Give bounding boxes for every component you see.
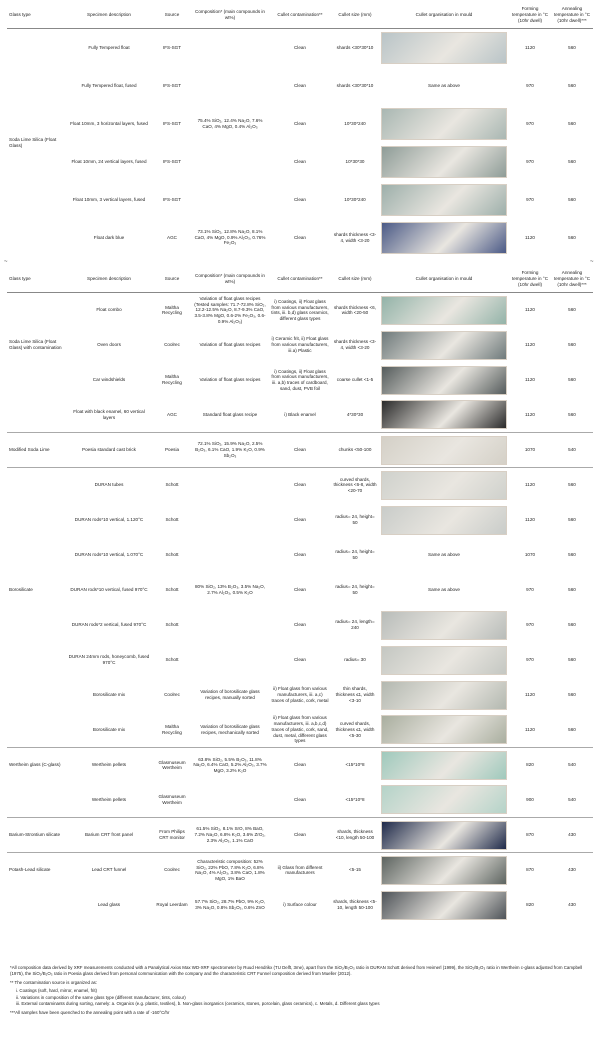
table-row	[7, 818, 593, 853]
annealing-temp-cell: 540	[568, 447, 576, 453]
glass-type-cell: Borosilicate	[9, 587, 33, 593]
header-source: Source	[153, 266, 191, 293]
glass-type-cell: Soda Lime Silica (Float Glass) with contamination	[9, 339, 62, 350]
composition-cell	[191, 181, 269, 219]
glass-type-cell: Wertheim glass (C-glass)	[9, 762, 61, 768]
source-cell: Schott	[165, 552, 179, 558]
source-cell: Maltha Recycling	[162, 374, 182, 385]
contamination-cell: i) Black enamel	[284, 411, 316, 417]
forming-temp-cell: 970	[526, 196, 534, 202]
source-cell: AGC	[167, 411, 177, 417]
size-cell: <5-15	[349, 867, 361, 873]
cullet-organisation-cell	[379, 678, 509, 713]
forming-temp-cell: 1070	[524, 552, 536, 558]
table-row	[7, 468, 593, 503]
composition-cell	[191, 29, 269, 67]
annealing-temp-cell: 560	[568, 44, 576, 50]
table-row	[7, 643, 593, 678]
cullet-photo	[381, 821, 507, 850]
cullet-photo	[381, 222, 507, 254]
size-cell: 10*30*240	[344, 120, 366, 126]
table-row	[7, 328, 593, 363]
composition-cell	[191, 608, 269, 643]
composition-cell: Characteristic composition: 52% SiO₂, 22% PbO, 7.8% K₂O, 6.8% Na₂O, 4% Al₂O₃, 3.8% CaO, 1.8% MgO, 1% BaO	[195, 858, 265, 881]
header-size: Cullet size (mm)	[331, 2, 379, 29]
size-cell: 4*30*30	[346, 411, 364, 417]
forming-temp-cell: 1120	[525, 411, 535, 417]
glass-type-cell	[7, 643, 65, 678]
cullet-organisation-cell	[379, 293, 509, 328]
contamination-cell: Clean	[293, 44, 306, 50]
footnote-contamination-iii: iii. External contaminants during sorting, namely: a. Organics (e.g. plastic, textiles), b. Non-glass inorganics (ceramics, stones, porcelain, glass ceramics), c. Metals, d. Different glass types	[16, 1000, 380, 1006]
contamination-cell: Clean	[293, 196, 306, 202]
glass-type-cell	[7, 363, 65, 398]
annealing-temp-cell: 430	[568, 902, 576, 908]
contamination-cell: Clean	[293, 82, 306, 88]
cullet-organisation-cell: Same as above	[428, 82, 460, 88]
size-cell: shards, thickness <10, length 50-100	[335, 829, 375, 840]
glass-type-cell	[7, 608, 65, 643]
table-row	[7, 713, 593, 748]
table-row	[7, 181, 593, 219]
forming-temp-cell: 900	[526, 796, 534, 802]
source-cell: From Philips CRT monitor	[159, 829, 185, 840]
glass-type-cell: Soda Lime Silica (Float Glass)	[9, 137, 57, 148]
contamination-cell: i) Coatings, ii) Float glass from various manufacturers, iii. a,b) traces of cardboard, sand, dust, PVB foil	[271, 368, 329, 391]
cullet-photo	[381, 184, 507, 216]
composition-cell: Standard float glass recipe	[202, 411, 258, 417]
composition-cell	[191, 643, 269, 678]
cullet-photo	[381, 146, 507, 178]
composition-cell	[191, 783, 269, 818]
size-cell: <15*10*8	[345, 796, 365, 802]
source-cell: Maltha Recycling	[162, 724, 182, 735]
composition-cell: Variation of float glass recipes	[199, 342, 261, 348]
annealing-temp-cell: 560	[568, 552, 576, 558]
contamination-cell: Clean	[293, 552, 306, 558]
cullet-photo	[381, 715, 507, 744]
table-row	[7, 398, 593, 433]
glass-type-cell	[7, 783, 65, 818]
annealing-temp-cell: 540	[568, 762, 576, 768]
header-annealing: Annealing temperature in °C (10hr dwell)***	[551, 266, 593, 293]
cullet-photo	[381, 891, 507, 920]
annealing-temp-cell: 540	[568, 796, 576, 802]
size-cell: shards, thickness <5-10, length 50-100	[333, 899, 377, 910]
cullet-organisation-cell: Same as above	[428, 552, 460, 558]
header-composition: Composition* (main compounds in wt%)	[191, 266, 269, 293]
composition-cell: 80% SiO₂, 13% B₂O₃, 3.5% Na₂O, 2.7% Al₂O₃, 0.5% K₂O	[194, 584, 266, 595]
cullet-organisation-cell	[379, 853, 509, 888]
table-row	[7, 538, 593, 573]
header-forming: Forming temperature in °C (10hr dwell)	[509, 266, 551, 293]
header-specimen: Specimen description	[65, 2, 153, 29]
cut-mark-right: ~	[590, 259, 594, 265]
contamination-cell: Clean	[293, 158, 306, 164]
size-cell: coarse cullet <1-5	[336, 377, 374, 383]
forming-temp-cell: 970	[526, 622, 534, 628]
table-row	[7, 888, 593, 923]
contamination-cell: Clean	[293, 762, 306, 768]
specimen-cell: DURAN rods*10 vertical, 1.120°C	[74, 517, 144, 523]
table-row	[7, 143, 593, 181]
size-cell: curved shards, thickness ≤1, width <5-30	[335, 721, 375, 738]
contamination-cell: Clean	[293, 796, 306, 802]
annealing-temp-cell: 560	[568, 726, 576, 732]
size-cell: 10*30*30	[345, 158, 365, 164]
composition-cell: 61.5% SiO₂, 8.1% SrO, 8% BaO, 7.2% Na₂O, 6.8% K₂O, 3.6% ZrO₂, 2.3% Al₂O₃, 1.1% CaO	[194, 826, 266, 843]
glass-type-cell	[7, 503, 65, 538]
size-cell: radius= 24, length= 240	[335, 619, 375, 630]
forming-temp-cell: 1120	[525, 726, 535, 732]
specimen-table-float	[7, 2, 593, 257]
header-organisation: Cullet organisation in mould	[379, 266, 509, 293]
cullet-organisation-cell	[379, 818, 509, 853]
annealing-temp-cell: 560	[568, 657, 576, 663]
source-cell: IFS-SGT	[162, 120, 182, 126]
specimen-cell: Lead CRT funnel	[91, 867, 127, 873]
forming-temp-cell: 970	[526, 158, 534, 164]
specimen-cell: Car windshields	[92, 377, 126, 383]
specimen-cell: Wertheim pellets	[91, 796, 127, 802]
forming-temp-cell: 1120	[525, 44, 535, 50]
annealing-temp-cell: 560	[568, 158, 576, 164]
composition-cell	[191, 468, 269, 503]
table-row	[7, 29, 593, 67]
annealing-temp-cell: 560	[568, 482, 576, 488]
specimen-cell: Wertheim pellets	[91, 762, 127, 768]
forming-temp-cell: 1120	[525, 307, 535, 313]
cut-mark-left: ~	[4, 259, 8, 265]
forming-temp-cell: 1120	[525, 517, 535, 523]
table-row	[7, 105, 593, 143]
cullet-photo	[381, 681, 507, 710]
specimen-cell: Float dark blue	[93, 234, 125, 240]
cullet-photo	[381, 471, 507, 500]
annealing-temp-cell: 560	[568, 377, 576, 383]
composition-cell	[191, 503, 269, 538]
annealing-temp-cell: 560	[568, 692, 576, 698]
footnote-contamination-title: ** The contamination source is organized as:	[10, 979, 98, 985]
contamination-cell: ii) Float glass from various manufacturers, iii. a,b,c,d) traces of plastic, cork, sand, dust, metal, different glass types	[271, 715, 329, 744]
specimen-cell: DURAN tubes	[94, 482, 124, 488]
source-cell: Royal Leerdam	[156, 902, 188, 908]
contamination-cell: i) Ceramic frit, ii) Float glass from various manufacturers, iii.a) Plastic	[271, 336, 329, 353]
cullet-photo	[381, 108, 507, 140]
source-cell: Schott	[165, 622, 179, 628]
cullet-organisation-cell: Same as above	[428, 587, 460, 593]
table-row	[7, 853, 593, 888]
contamination-cell: Clean	[293, 120, 306, 126]
size-cell: radius= 24, height= 50	[335, 514, 375, 525]
cullet-organisation-cell	[379, 398, 509, 433]
header-contamination: Cullet contamination**	[269, 2, 331, 29]
cullet-organisation-cell	[379, 181, 509, 219]
cullet-photo	[381, 296, 507, 325]
cullet-organisation-cell	[379, 29, 509, 67]
forming-temp-cell: 1120	[525, 377, 535, 383]
composition-cell: Variation of borosilicate glass recipes, mechanically sorted	[200, 724, 260, 735]
cullet-photo	[381, 785, 507, 814]
table-row	[7, 293, 593, 328]
source-cell: Glasmuseum Wertheim	[158, 759, 186, 771]
annealing-temp-cell: 560	[568, 517, 576, 523]
source-cell: Schott	[165, 517, 179, 523]
cullet-photo	[381, 436, 507, 465]
composition-cell: Variation of float glass recipes (Tested samples: 71.7-72.8% SiO₂, 12.2-12.5% Na₂O, 8.7-9.3% CaO, 3.5-3.8% MgO, 0.6-2% Fe₂O₃, 0.6-0.9% Al₂O₃)	[194, 295, 266, 324]
composition-cell: Variation of float glass recipes	[199, 377, 261, 383]
composition-cell	[191, 143, 269, 181]
size-cell: shards thickness <6, width <20-50	[333, 304, 376, 316]
specimen-cell: Float 10mm, 3 horizontal layers, fused	[70, 120, 148, 126]
annealing-temp-cell: 560	[568, 587, 576, 593]
forming-temp-cell: 970	[526, 587, 534, 593]
composition-cell: 72.1% SiO₂, 15.9% Na₂O, 2.5% B₂O₃, 6.1% CaO, 1.9% K₂O, 0.9% Sb₂O₃	[195, 441, 265, 458]
forming-temp-cell: 820	[526, 762, 534, 768]
table-row	[7, 67, 593, 105]
size-cell: shards <30*30*10	[336, 82, 374, 88]
table-row	[7, 748, 593, 783]
specimen-cell: Float combo	[96, 307, 122, 313]
size-cell: radius= 24, height= 50	[335, 549, 375, 560]
cullet-organisation-cell	[379, 219, 509, 257]
cullet-organisation-cell	[379, 468, 509, 503]
size-cell: curved shards, thickness <6-8, width <20-70	[333, 476, 377, 494]
table-row	[7, 363, 593, 398]
forming-temp-cell: 970	[526, 82, 534, 88]
composition-cell	[191, 67, 269, 105]
contamination-cell: Clean	[293, 482, 306, 488]
cullet-photo	[381, 751, 507, 780]
source-cell: Schott	[165, 657, 179, 663]
specimen-cell: Float with black enamel, 60 vertical layers	[73, 409, 145, 420]
glass-type-cell	[7, 713, 65, 748]
size-cell: 10*30*240	[344, 196, 366, 202]
source-cell: IFS-SGT	[162, 158, 182, 164]
forming-temp-cell: 1070	[524, 447, 536, 453]
contamination-cell: Clean	[293, 622, 306, 628]
contamination-cell: i) Surface colour	[283, 902, 317, 908]
forming-temp-cell: 1120	[525, 692, 535, 698]
cullet-organisation-cell	[379, 888, 509, 923]
size-cell: <15*10*8	[345, 762, 365, 768]
contamination-cell: Clean	[293, 832, 306, 838]
source-cell: Coolrec	[164, 692, 180, 698]
glass-type-cell	[7, 538, 65, 573]
annealing-temp-cell: 430	[568, 867, 576, 873]
cullet-photo	[381, 366, 507, 395]
cullet-organisation-cell	[379, 363, 509, 398]
source-cell: IFS-SGT	[162, 44, 182, 50]
table-row	[7, 608, 593, 643]
source-cell: Coolrec	[164, 867, 180, 873]
contamination-cell: Clean	[293, 447, 306, 453]
cullet-photo	[381, 32, 507, 64]
header-specimen: Specimen description	[65, 266, 153, 293]
size-cell: thin shards, thickness ≤1, width <3-10	[335, 686, 375, 703]
forming-temp-cell: 870	[526, 867, 534, 873]
cullet-organisation-cell	[379, 608, 509, 643]
specimen-cell: DURAN rods*10 vertical, fused 970°C	[70, 587, 148, 593]
glass-type-cell: Potash-Lead silicate	[9, 867, 51, 873]
footnote-contamination-i: i. Coatings (soft, hard, mirror, enamel, frit)	[16, 988, 98, 994]
table-row	[7, 573, 593, 608]
cullet-organisation-cell	[379, 503, 509, 538]
source-cell: AGC	[167, 234, 177, 240]
footnote-annealing: ***All samples have been quenched to the annealing point with a rate of -160°C/hr	[10, 1010, 170, 1016]
composition-cell: 57.7% SiO₂, 28.7% PbO, 9% K₂O, 3% Na₂O, 0.8% Sb₂O₃, 0.6% ZnO	[195, 899, 265, 910]
annealing-temp-cell: 560	[568, 411, 576, 417]
contamination-cell: i) Coatings, ii) Float glass from various manufacturers, tints, iii. b,d) glass ceramics, different glass types	[271, 298, 329, 321]
header-glass-type: Glass type	[7, 2, 65, 29]
specimen-cell: Float 10mm, 24 vertical layers, fused	[71, 158, 147, 164]
header-forming: Forming temperature in °C (10hr dwell)	[509, 2, 551, 29]
forming-temp-cell: 870	[526, 832, 534, 838]
composition-cell: 75.4% SiO₂, 12.4% Na₂O, 7.6% CaO, 4% MgO, 0.4% Al₂O₃	[197, 117, 263, 129]
glass-type-cell	[7, 678, 65, 713]
header-organisation: Cullet organisation in mould	[379, 2, 509, 29]
composition-cell: 73.1% SiO₂, 12.8% Na₂O, 8.1% CaO, 4% MgO, 0.9% Al₂O₃, 0.76% Fe₂O₃	[194, 228, 266, 246]
glass-type-cell	[7, 468, 65, 503]
specimen-table-other	[7, 266, 593, 923]
cullet-organisation-cell	[379, 105, 509, 143]
glass-type-cell	[7, 293, 65, 328]
source-cell: Schott	[165, 482, 179, 488]
cullet-photo	[381, 856, 507, 885]
forming-temp-cell: 1120	[525, 482, 535, 488]
annealing-temp-cell: 560	[568, 196, 576, 202]
forming-temp-cell: 970	[526, 657, 534, 663]
cullet-photo	[381, 400, 507, 429]
forming-temp-cell: 1120	[525, 234, 535, 240]
specimen-cell: DURAN rods*10 vertical, 1.070°C	[74, 552, 144, 558]
composition-cell	[191, 538, 269, 573]
contamination-cell: Clean	[293, 234, 306, 240]
annealing-temp-cell: 560	[568, 342, 576, 348]
source-cell: Poesia	[164, 447, 180, 453]
specimen-cell: Fully Tempered float, fused	[81, 82, 137, 88]
contamination-cell: ii) Glass from different manufacturers	[277, 864, 323, 876]
specimen-cell: Oven doors	[97, 342, 121, 348]
specimen-cell: Barium CRT front panel	[84, 832, 134, 838]
cullet-organisation-cell	[379, 783, 509, 818]
footnotes	[10, 965, 590, 1019]
specimen-cell: DURAN rods*2 vertical, fused 970°C	[71, 622, 147, 628]
contamination-cell: Clean	[293, 517, 306, 523]
specimen-cell: Poesia standard cast brick	[82, 447, 136, 453]
annealing-temp-cell: 560	[568, 234, 576, 240]
annealing-temp-cell: 560	[568, 622, 576, 628]
glass-type-cell: Barium-Strontium silicate	[9, 832, 61, 838]
cullet-photo	[381, 646, 507, 675]
source-cell: IFS-SGT	[162, 196, 182, 202]
table-row	[7, 503, 593, 538]
cullet-photo	[381, 506, 507, 535]
header-size: Cullet size (mm)	[331, 266, 379, 293]
composition-cell: Variation of borosilicate glass recipes, manually sorted	[200, 689, 260, 700]
size-cell: shards <30*30*10	[336, 44, 374, 50]
specimen-cell: Borosilicate mix	[92, 726, 126, 732]
contamination-cell: ii) Float glass from various manufacturers, iii. a,c) traces of plastic, cork, metal	[271, 686, 329, 703]
forming-temp-cell: 820	[526, 902, 534, 908]
glass-type-cell	[7, 888, 65, 923]
size-cell: shards thickness <3-4, width <3-20	[333, 339, 377, 350]
table-row	[7, 219, 593, 257]
size-cell: shards thickness <3-4, width <3-20	[333, 231, 377, 243]
header-composition: Composition* (main compounds in wt%)	[191, 2, 269, 29]
composition-cell: 63.8% SiO₂, 5.5% B₂O₃, 11.8% Na₂O, 6.4% CaO, 5.2% Al₂O₃, 3.7% MgO, 3.2% K₂O	[193, 756, 267, 774]
source-cell: Maltha Recycling	[162, 304, 182, 316]
source-cell: Coolrec	[164, 342, 180, 348]
size-cell: radius= 24, height= 50	[335, 584, 375, 595]
header-annealing: Annealing temperature in °C (10hr dwell)***	[551, 2, 593, 29]
annealing-temp-cell: 560	[568, 120, 576, 126]
footnote-contamination-ii: ii. Variations in composition of the same glass type (different manufacturer, tints, colour)	[16, 994, 186, 1000]
cullet-organisation-cell	[379, 433, 509, 468]
specimen-cell: Borosilicate mix	[92, 692, 126, 698]
glass-type-cell: Modified Soda Lime	[9, 447, 50, 453]
cullet-organisation-cell	[379, 643, 509, 678]
cullet-organisation-cell	[379, 143, 509, 181]
source-cell: Glasmuseum Wertheim	[158, 794, 186, 805]
size-cell: radius= 30	[344, 657, 366, 663]
contamination-cell: Clean	[293, 587, 306, 593]
source-cell: IFS-SGT	[162, 82, 182, 88]
glass-type-cell	[7, 398, 65, 433]
source-cell: Schott	[165, 587, 179, 593]
cullet-organisation-cell	[379, 748, 509, 783]
specimen-cell: Lead glass	[97, 902, 121, 908]
annealing-temp-cell: 560	[568, 307, 576, 313]
size-cell: chunks <50-100	[338, 447, 372, 453]
specimen-cell: Fully Tempered float	[88, 44, 130, 50]
cullet-photo	[381, 331, 507, 360]
annealing-temp-cell: 430	[568, 832, 576, 838]
header-glass-type: Glass type	[7, 266, 65, 293]
cullet-organisation-cell	[379, 328, 509, 363]
table-row	[7, 678, 593, 713]
forming-temp-cell: 1120	[525, 342, 535, 348]
contamination-cell: Clean	[293, 657, 306, 663]
table-row	[7, 433, 593, 468]
specimen-cell: Float 10mm, 3 vertical layers, fused	[72, 196, 146, 202]
table-row	[7, 783, 593, 818]
header-source: Source	[153, 2, 191, 29]
specimen-cell: DURAN 24mm rods, honeycomb, fused 970°C	[68, 654, 150, 665]
cullet-photo	[381, 611, 507, 640]
cullet-organisation-cell	[379, 713, 509, 748]
forming-temp-cell: 970	[526, 120, 534, 126]
annealing-temp-cell: 560	[568, 82, 576, 88]
header-contamination: Cullet contamination**	[269, 266, 331, 293]
footnote-composition: *All composition data derived by XRF measurements conducted with a Panalytical Axios Max WD-XRF spectrometer by Ruud Hendrikx (TU Delft, 3me), apart from the SiO₂/B₂O₃ ratio in DURAN Schott derived from Heimerl (1999), the SiO₂/B₂O₃ ratio in Wertheim c-glass adjusted from Campbell (1975), the SiO₂/B₂O₃ ratio in Poesia glass derived from personal communication with the company and the characteristic CRT Funnel composition derived from Mueller (2012).	[10, 965, 583, 977]
